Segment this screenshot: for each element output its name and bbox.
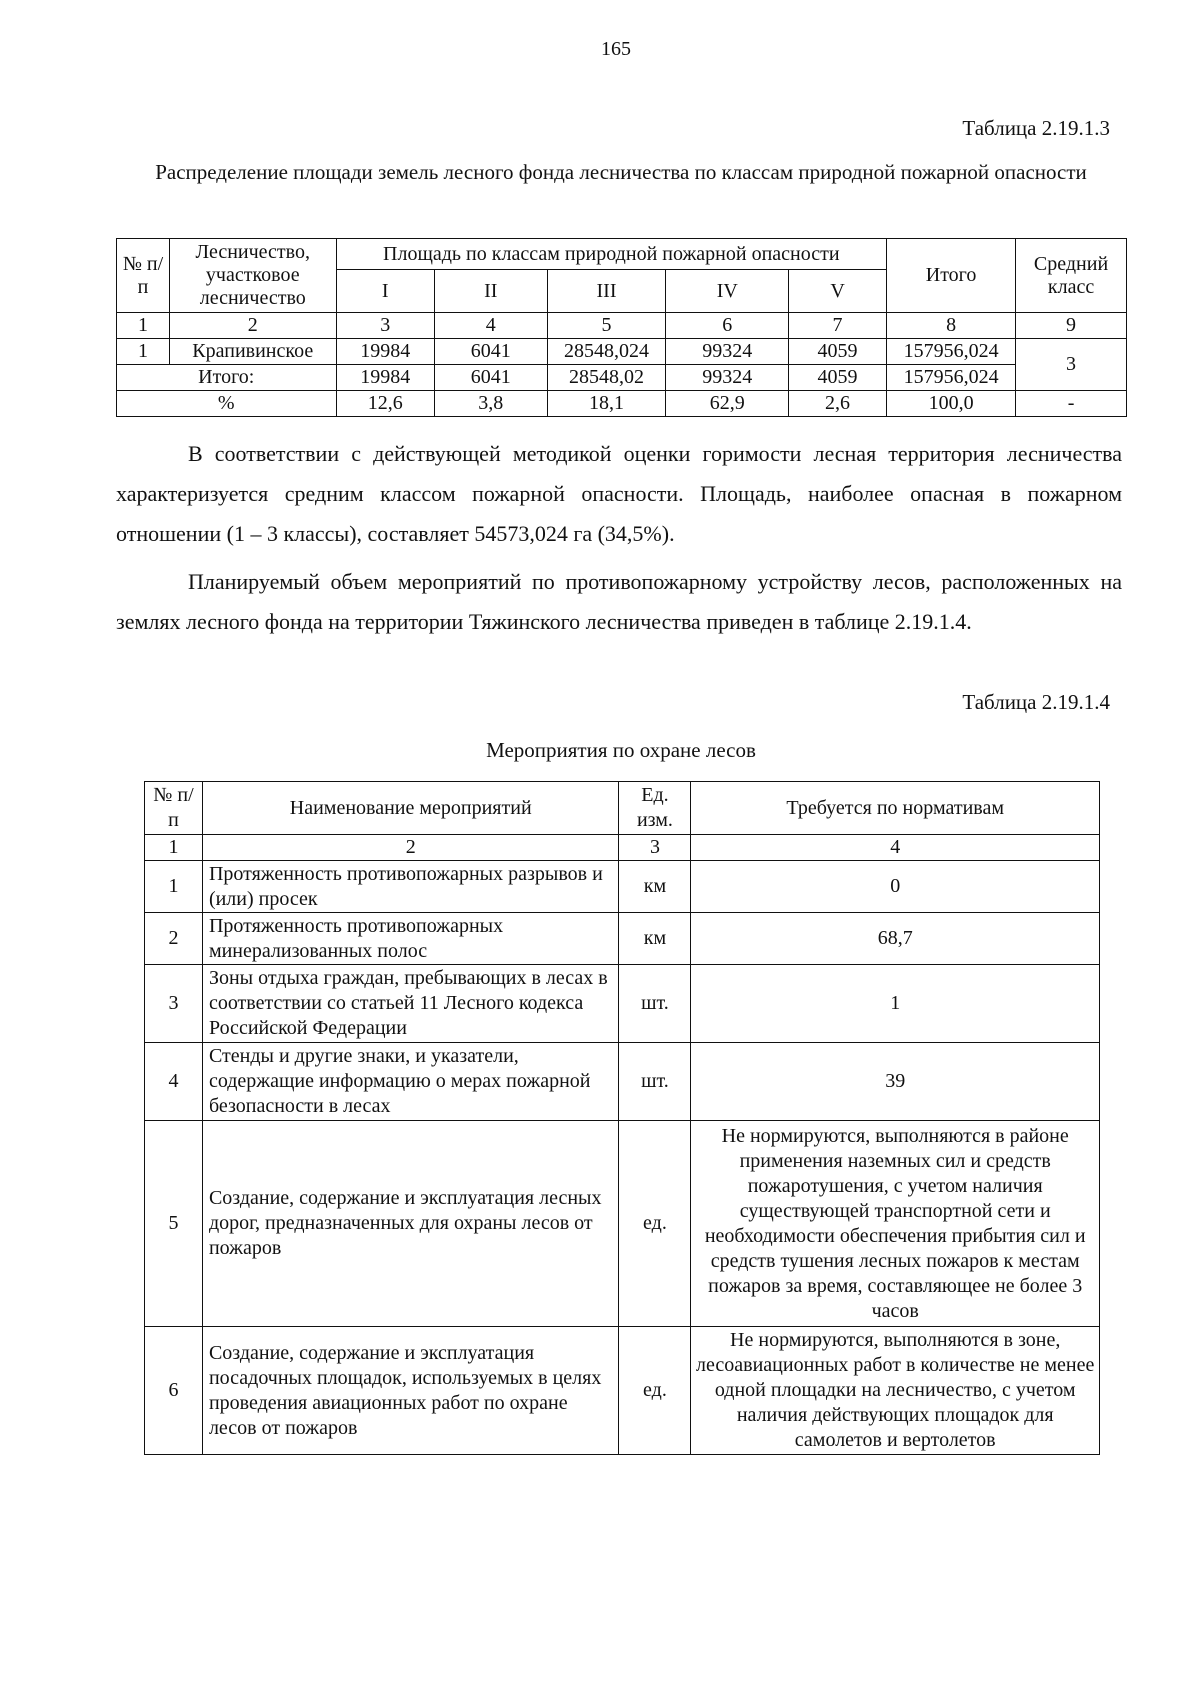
col-number: 2 bbox=[169, 313, 336, 339]
table-cell: 28548,024 bbox=[547, 339, 666, 365]
forest-protection-measures-table bbox=[144, 781, 1100, 1455]
table-cell: 19984 bbox=[336, 339, 434, 365]
table-cell: 100,0 bbox=[887, 391, 1016, 417]
table-cell: 2,6 bbox=[789, 391, 887, 417]
avg-class-value: 3 bbox=[1016, 339, 1127, 391]
row-num: 2 bbox=[145, 913, 203, 965]
measure-value: 0 bbox=[691, 861, 1100, 913]
col-number: 4 bbox=[691, 835, 1100, 861]
paragraph-2 bbox=[116, 562, 1122, 642]
measure-value: 1 bbox=[691, 965, 1100, 1043]
measure-name: Создание, содержание и эксплуатация лесных дорог, предназначенных для охраны лесов от пожаров bbox=[202, 1121, 619, 1327]
header-total: Итого bbox=[887, 239, 1016, 313]
percent-label: % bbox=[117, 391, 337, 417]
header-class-3: III bbox=[547, 270, 666, 313]
table-cell: 6041 bbox=[434, 339, 547, 365]
measure-name: Протяженность противопожарных разрывов и (или) просек bbox=[202, 861, 619, 913]
row-num: 3 bbox=[145, 965, 203, 1043]
measure-unit: км bbox=[619, 913, 691, 965]
total-label: Итого: bbox=[117, 365, 337, 391]
col-number: 3 bbox=[336, 313, 434, 339]
page-number: 165 bbox=[601, 38, 631, 60]
table-cell: 19984 bbox=[336, 365, 434, 391]
table-cell: 12,6 bbox=[336, 391, 434, 417]
header-class-5: V bbox=[789, 270, 887, 313]
measure-name: Зоны отдыха граждан, пребывающих в лесах в соответствии со статьей 11 Лесного кодекса Российской Федерации bbox=[202, 965, 619, 1043]
header-required: Требуется по нормативам bbox=[691, 782, 1100, 835]
table-cell: 18,1 bbox=[547, 391, 666, 417]
row-num: 4 bbox=[145, 1043, 203, 1121]
table-cell: 4059 bbox=[789, 339, 887, 365]
measure-unit: ед. bbox=[619, 1121, 691, 1327]
header-class-4: IV bbox=[666, 270, 789, 313]
table-cell: 4059 bbox=[789, 365, 887, 391]
row-num: 1 bbox=[117, 339, 170, 365]
header-forestry: Лесничество, участковое лесничество bbox=[169, 239, 336, 313]
col-number: 2 bbox=[202, 835, 619, 861]
table-cell: 157956,024 bbox=[887, 365, 1016, 391]
header-num: № п/п bbox=[145, 782, 203, 835]
measure-name: Протяженность противопожарных минерализованных полос bbox=[202, 913, 619, 965]
measure-value: 68,7 bbox=[691, 913, 1100, 965]
measure-value: Не нормируются, выполняются в районе применения наземных сил и средств пожаротушения, с учетом наличия существующей транспортной сети и необходимости обеспечения прибытия сил и средств тушения лесных пожаров к местам пожаров за время, составляющее не более 3 часов bbox=[691, 1121, 1100, 1327]
table1-title: Распределение площади земель лесного фонда лесничества по классам природной пожарной опасности bbox=[155, 160, 1087, 184]
row-num: 6 bbox=[145, 1327, 203, 1455]
table1-caption: Таблица 2.19.1.3 bbox=[962, 116, 1110, 140]
forestry-name: Крапивинское bbox=[169, 339, 336, 365]
col-number: 5 bbox=[547, 313, 666, 339]
col-number: 1 bbox=[117, 313, 170, 339]
fire-danger-class-table bbox=[116, 238, 1127, 417]
table-cell: 3,8 bbox=[434, 391, 547, 417]
table-cell: 99324 bbox=[666, 365, 789, 391]
col-number: 9 bbox=[1016, 313, 1127, 339]
col-number: 4 bbox=[434, 313, 547, 339]
table-cell: 6041 bbox=[434, 365, 547, 391]
measure-unit: шт. bbox=[619, 965, 691, 1043]
table2-title: Мероприятия по охране лесов bbox=[486, 738, 756, 762]
header-unit: Ед. изм. bbox=[619, 782, 691, 835]
header-avg-class: Средний класс bbox=[1016, 239, 1127, 313]
col-number: 8 bbox=[887, 313, 1016, 339]
table-cell: 99324 bbox=[666, 339, 789, 365]
measure-value: Не нормируются, выполняются в зоне, лесоавиационных работ в количестве не менее одной площадки на лесничество, с учетом наличия действующих площадок для самолетов и вертолетов bbox=[691, 1327, 1100, 1455]
paragraph-1 bbox=[116, 434, 1122, 554]
col-number: 6 bbox=[666, 313, 789, 339]
measure-unit: км bbox=[619, 861, 691, 913]
measure-unit: ед. bbox=[619, 1327, 691, 1455]
table-cell: 62,9 bbox=[666, 391, 789, 417]
header-num: № п/п bbox=[117, 239, 170, 313]
header-class-1: I bbox=[336, 270, 434, 313]
col-number: 1 bbox=[145, 835, 203, 861]
avg-class-dash: - bbox=[1016, 391, 1127, 417]
header-area-group: Площадь по классам природной пожарной опасности bbox=[336, 239, 887, 270]
col-number: 3 bbox=[619, 835, 691, 861]
table-cell: 28548,02 bbox=[547, 365, 666, 391]
header-name: Наименование мероприятий bbox=[202, 782, 619, 835]
measure-unit: шт. bbox=[619, 1043, 691, 1121]
header-class-2: II bbox=[434, 270, 547, 313]
table2-caption: Таблица 2.19.1.4 bbox=[962, 690, 1110, 714]
paragraph-2-text: Планируемый объем мероприятий по противопожарному устройству лесов, расположенных на землях лесного фонда на территории Тяжинского лесничества приведен в таблице 2.19.1.4. bbox=[116, 569, 1122, 634]
col-number: 7 bbox=[789, 313, 887, 339]
measure-name: Создание, содержание и эксплуатация посадочных площадок, используемых в целях проведения авиационных работ по охране лесов от пожаров bbox=[202, 1327, 619, 1455]
table-cell: 157956,024 bbox=[887, 339, 1016, 365]
row-num: 1 bbox=[145, 861, 203, 913]
measure-value: 39 bbox=[691, 1043, 1100, 1121]
measure-name: Стенды и другие знаки, и указатели, содержащие информацию о мерах пожарной безопасности в лесах bbox=[202, 1043, 619, 1121]
paragraph-1-text: В соответствии с действующей методикой оценки горимости лесная территория лесничества характеризуется средним классом пожарной опасности. Площадь, наиболее опасная в пожарном отношении (1 – 3 классы), составляет 54573,024 га (34,5%). bbox=[116, 441, 1122, 546]
row-num: 5 bbox=[145, 1121, 203, 1327]
